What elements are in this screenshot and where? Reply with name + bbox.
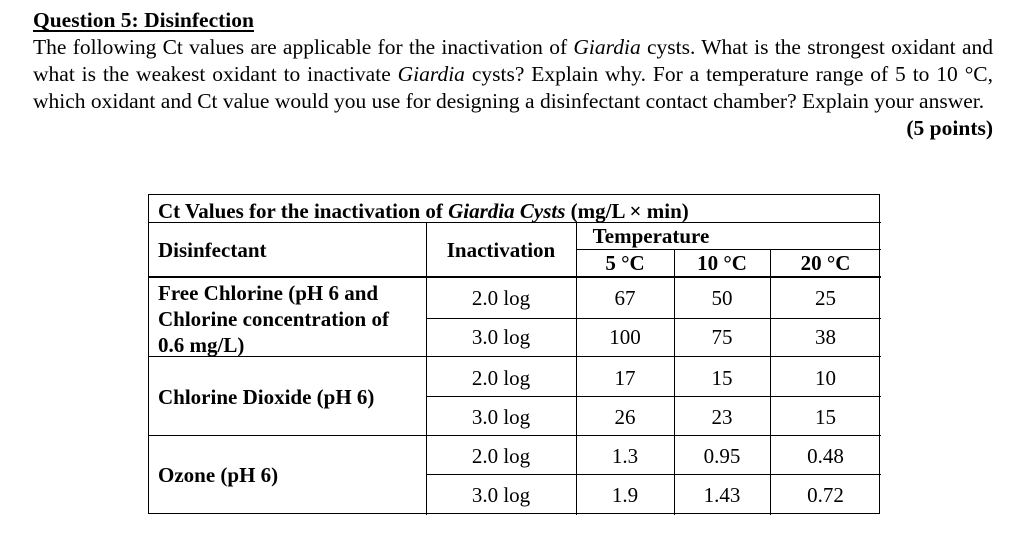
- header-temperature: Temperature: [592, 224, 710, 248]
- disinfectant-free-chlorine: [158, 280, 389, 358]
- disinfectant-name-line: Free Chlorine (pH 6 and: [158, 281, 379, 305]
- ct-value: 0.48: [807, 444, 844, 468]
- ct-value: 0.72: [807, 483, 844, 507]
- header-temp-10c: 10 °C: [697, 251, 747, 275]
- header-inactivation: Inactivation: [446, 238, 556, 262]
- header-divider: [149, 276, 881, 278]
- header-disinfectant: Disinfectant: [158, 238, 267, 262]
- question-block: [33, 7, 993, 142]
- table-caption: [158, 199, 689, 223]
- inactivation-value: 3.0 log: [471, 325, 531, 349]
- question-text-part-2: cysts. What is the strongest oxidant and what is the weakest oxidant to inactivate: [33, 35, 993, 86]
- divider: [149, 222, 576, 223]
- disinfectant-ozone: Ozone (pH 6): [158, 463, 279, 487]
- ct-value: 1.43: [703, 483, 741, 507]
- table-caption-part-1: Ct Values for the inactivation of: [158, 199, 449, 223]
- table-caption-italic: Giardia Cysts: [448, 199, 566, 223]
- ct-value: 67: [614, 286, 636, 310]
- divider: [426, 318, 881, 319]
- header-temp-20c: 20 °C: [800, 251, 851, 275]
- ct-value: 100: [609, 325, 641, 349]
- inactivation-value: 2.0 log: [471, 444, 531, 468]
- question-body: [33, 34, 994, 140]
- giardia-italic-2: Giardia: [397, 62, 465, 86]
- ct-value: 75: [711, 325, 733, 349]
- ct-values-table: [148, 194, 880, 514]
- ct-value: 38: [815, 325, 836, 349]
- inactivation-value: 2.0 log: [471, 286, 531, 310]
- points-label: (5 points): [906, 116, 993, 140]
- disinfectant-chlorine-dioxide: Chlorine Dioxide (pH 6): [158, 385, 375, 409]
- table-caption-part-2: (mg/L × min): [565, 199, 689, 223]
- question-text-part-3: cysts? Explain why. For a temperature range of 5 to 10 °C, which oxidant and Ct value would you use for designing a disinfectant contact chamber? Explain your answer.: [33, 62, 994, 113]
- question-title: Question 5: Disinfection: [33, 8, 254, 32]
- ct-value: 0.95: [703, 444, 741, 468]
- ct-value: 26: [614, 405, 636, 429]
- ct-value: 25: [815, 286, 836, 310]
- divider: [426, 396, 881, 397]
- ct-value: 17: [614, 366, 636, 390]
- ct-value: 10: [815, 366, 836, 390]
- header-temp-5c: 5 °C: [605, 251, 645, 275]
- divider: [426, 474, 881, 475]
- ct-value: 15: [815, 405, 836, 429]
- ct-value: 23: [711, 405, 733, 429]
- inactivation-value: 3.0 log: [471, 483, 531, 507]
- ct-value: 15: [711, 366, 733, 390]
- disinfectant-name-line: 0.6 mg/L): [158, 333, 245, 357]
- disinfectant-name-line: Chlorine concentration of: [158, 307, 389, 331]
- divider: [149, 435, 881, 436]
- question-text-part-1: The following Ct values are applicable for the inactivation of: [33, 35, 574, 59]
- divider: [576, 249, 881, 250]
- ct-value: 50: [711, 286, 733, 310]
- ct-value: 1.3: [611, 444, 639, 468]
- ct-value: 1.9: [611, 483, 639, 507]
- divider: [576, 222, 881, 223]
- inactivation-value: 3.0 log: [471, 405, 531, 429]
- inactivation-value: 2.0 log: [471, 366, 531, 390]
- giardia-italic-1: Giardia: [573, 35, 641, 59]
